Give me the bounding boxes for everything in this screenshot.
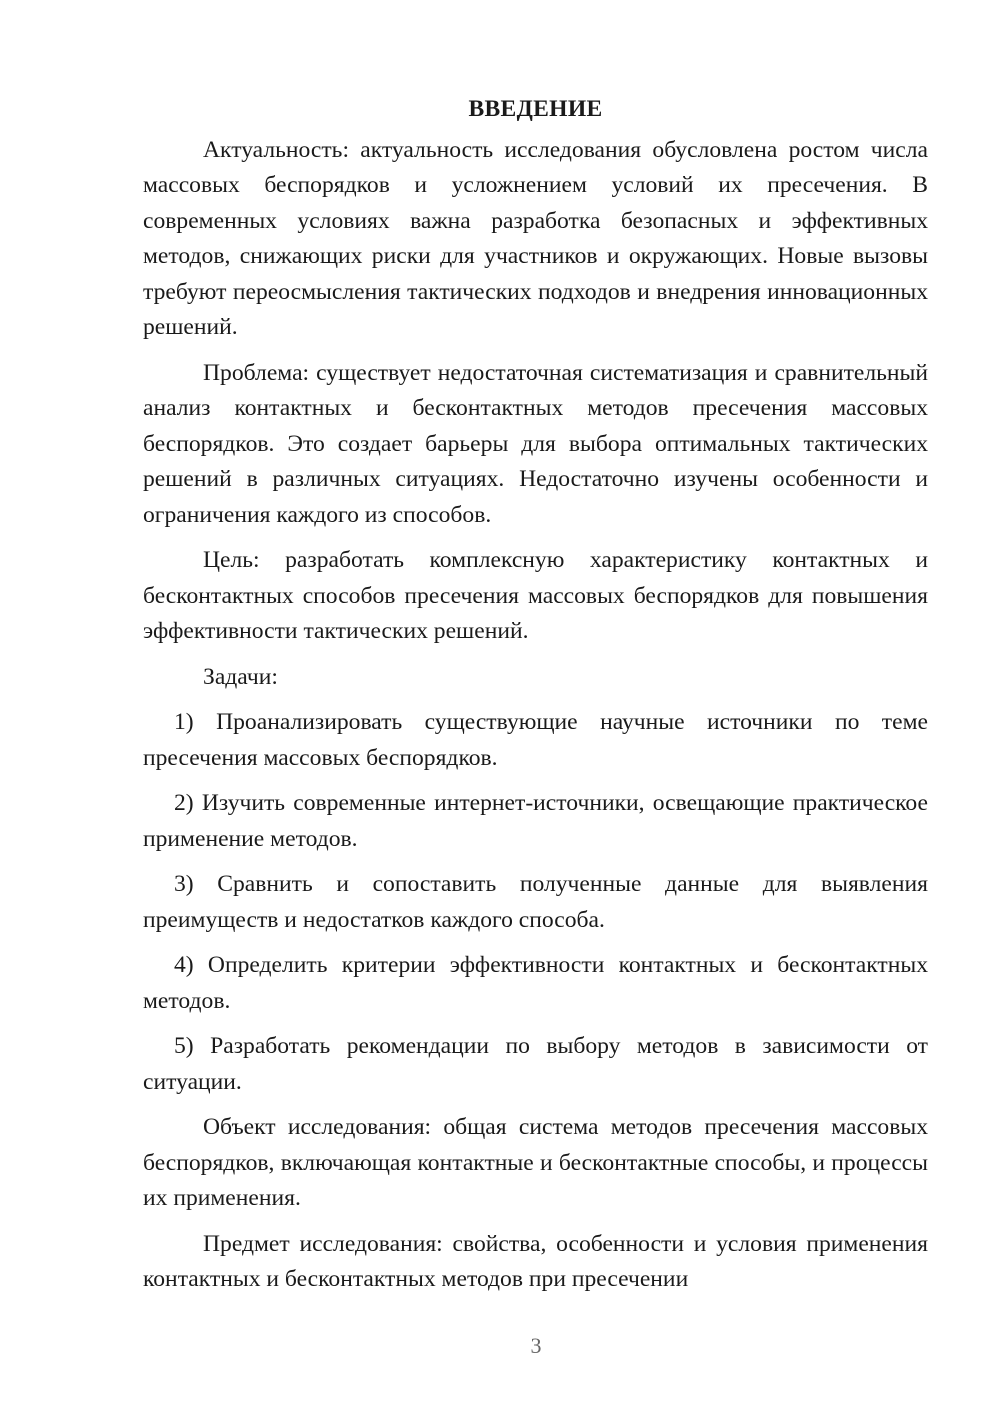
paragraph-object: Объект исследования: общая система методов пресечения массовых беспорядков, включающая контактные и бесконтактные способы, и процессы их применения. [143, 1114, 928, 1211]
section-title: ВВЕДЕНИЕ [468, 96, 603, 122]
task-item-4: 4) Определить критерии эффективности контактных и бесконтактных методов. [143, 952, 928, 1014]
task-item-3: 3) Сравнить и сопоставить полученные данные для выявления преимуществ и недостатков каждого способа. [143, 871, 928, 933]
paragraph-goal: Цель: разработать комплексную характеристику контактных и бесконтактных способов пресечения массовых беспорядков для повышения эффективности тактических решений. [143, 547, 928, 644]
paragraph-subject: Предмет исследования: свойства, особенности и условия применения контактных и бесконтактных методов при пресечении [143, 1230, 928, 1292]
task-item-5: 5) Разработать рекомендации по выбору методов в зависимости от ситуации. [143, 1033, 928, 1095]
task-item-2: 2) Изучить современные интернет-источники, освещающие практическое применение методов. [143, 790, 928, 852]
paragraph-problem: Проблема: существует недостаточная систематизация и сравнительный анализ контактных и бесконтактных методов пресечения массовых беспорядков. Это создает барьеры для выбора оптимальных тактических решений в различных ситуациях. Недостаточно изучены особенности и ограничения каждого из способов. [143, 359, 928, 528]
task-item-1: 1) Проанализировать существующие научные источники по теме пресечения массовых беспорядков. [143, 709, 928, 771]
page-number: 3 [530, 1333, 542, 1358]
tasks-heading: Задачи: [203, 663, 278, 690]
paragraph-relevance: Актуальность: актуальность исследования обусловлена ростом числа массовых беспорядков и усложнением условий их пресечения. В современных условиях важна разработка безопасных и эффективных методов, снижающих риски для участников и окружающих. Новые вызовы требуют переосмысления тактических подходов и внедрения инновационных решений. [143, 136, 928, 340]
page-content [143, 92, 928, 1308]
